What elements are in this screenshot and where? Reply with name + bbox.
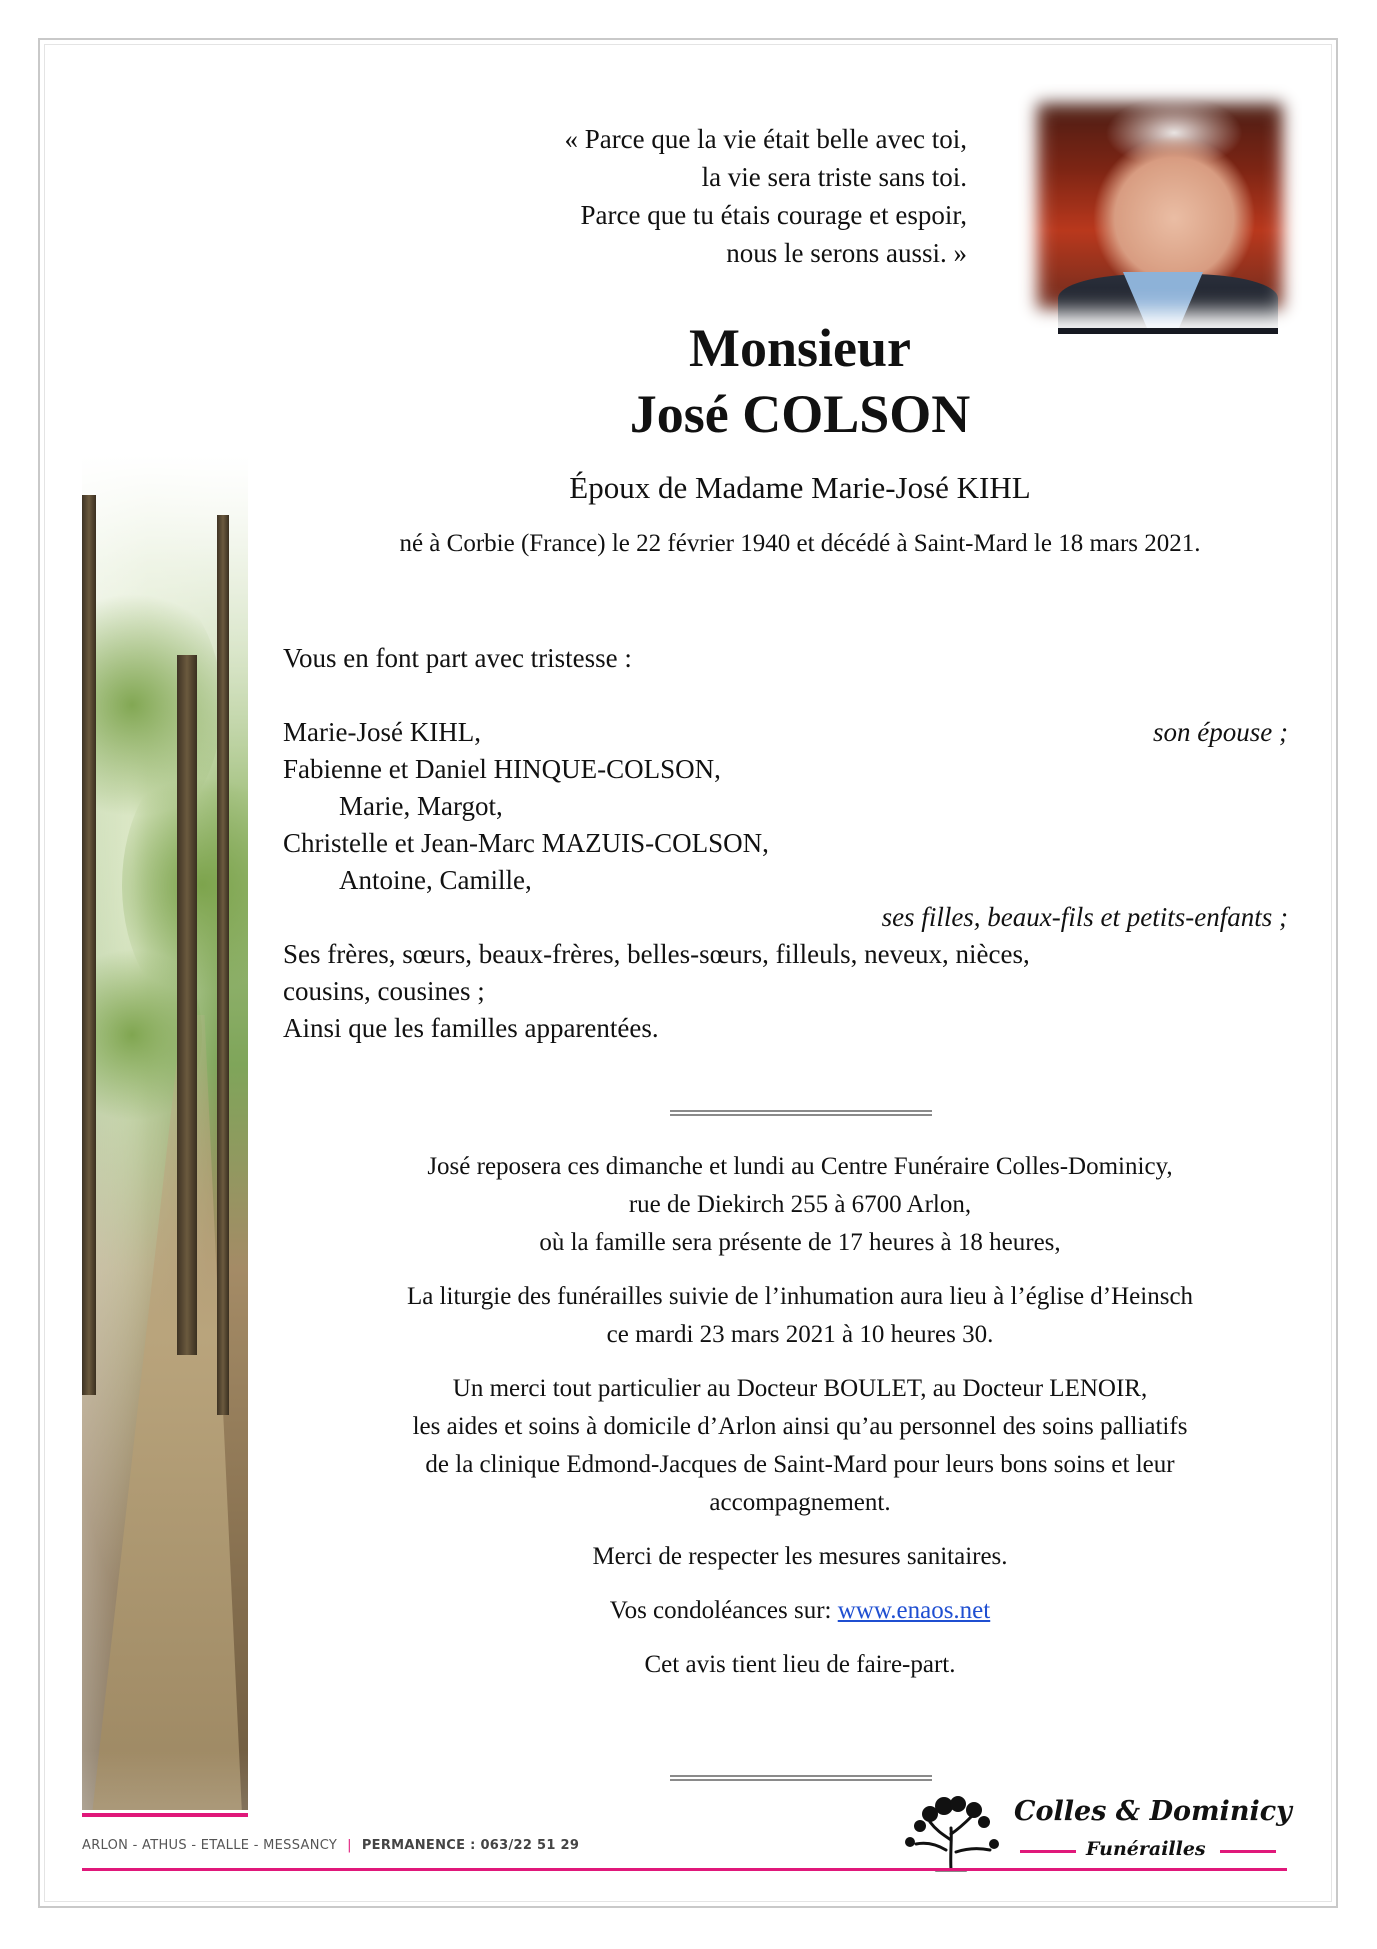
honorific: Monsieur [689, 318, 911, 378]
info-line: Un merci tout particulier au Docteur BOULET, au Docteur LENOIR, [452, 1375, 1148, 1402]
family-member: Marie, Margot, [339, 791, 503, 821]
info-line: où la famille sera présente de 17 heures à 18 heures, [539, 1229, 1061, 1256]
quote-line: Parce que tu étais courage et espoir, [580, 200, 967, 230]
family-row [283, 714, 1288, 751]
thanks-paragraph [250, 1370, 1350, 1522]
family-member: cousins, cousines ; [283, 976, 485, 1006]
family-announcement [283, 640, 1288, 1047]
logo-underline-right [1220, 1850, 1276, 1853]
divider-top [670, 1110, 932, 1116]
family-member: Christelle et Jean-Marc MAZUIS-COLSON, [283, 828, 769, 858]
deceased-name: José COLSON [629, 384, 971, 444]
family-row [283, 1010, 1288, 1047]
family-relation: son épouse ; [1153, 717, 1288, 747]
condolences-paragraph [250, 1592, 1350, 1630]
family-member: Ses frères, sœurs, beaux-frères, belles-sœurs, filleuls, neveux, nièces, [283, 939, 1030, 969]
footer-contact [82, 1838, 579, 1853]
liturgy-paragraph [250, 1278, 1350, 1354]
deceased-title [500, 315, 1100, 447]
info-line: accompagnement. [709, 1489, 891, 1516]
condolences-link[interactable]: www.enaos.net [837, 1597, 991, 1624]
family-row [283, 862, 1288, 899]
notice-paragraph: Cet avis tient lieu de faire-part. [644, 1651, 956, 1678]
family-member: Fabienne et Daniel HINQUE-COLSON, [283, 754, 721, 784]
logo-underline-left [1020, 1850, 1076, 1853]
family-list [283, 714, 1288, 1047]
image-accent-bar [82, 1813, 248, 1817]
info-line: ce mardi 23 mars 2021 à 10 heures 30. [606, 1321, 994, 1348]
spouse-line: Époux de Madame Marie-José KIHL [569, 470, 1031, 505]
info-line: de la clinique Edmond-Jacques de Saint-Mard pour leurs bons soins et leur [425, 1451, 1175, 1478]
portrait-photo [1018, 84, 1302, 328]
condolences-prefix: Vos condoléances sur: [609, 1597, 838, 1624]
family-row [283, 825, 1288, 862]
epitaph-quote [360, 120, 967, 272]
footer-permanence: PERMANENCE : 063/22 51 29 [361, 1838, 580, 1853]
family-row [283, 788, 1288, 825]
quote-line: nous le serons aussi. » [726, 238, 967, 268]
sanitary-paragraph: Merci de respecter les mesures sanitaires. [592, 1543, 1008, 1570]
family-row [283, 899, 1288, 936]
divider-bottom [670, 1775, 932, 1781]
birth-death-line: né à Corbie (France) le 22 février 1940 et décédé à Saint-Mard le 18 mars 2021. [399, 530, 1201, 557]
family-row [283, 973, 1288, 1010]
funeral-home-logo [890, 1790, 1300, 1880]
info-line: rue de Diekirch 255 à 6700 Arlon, [628, 1191, 972, 1218]
rest-paragraph [250, 1148, 1350, 1262]
family-member: Antoine, Camille, [339, 865, 532, 895]
family-member: Marie-José KIHL, [283, 717, 481, 747]
footer-accent-line [82, 1868, 1287, 1871]
logo-subtitle: Funérailles [1086, 1838, 1206, 1860]
footer-separator: | [347, 1838, 352, 1853]
tree-logo-icon [896, 1792, 1006, 1872]
family-intro: Vous en font part avec tristesse : [283, 643, 632, 673]
forest-path-image [82, 455, 248, 1810]
info-line: les aides et soins à domicile d’Arlon ainsi qu’au personnel des soins palliatifs [412, 1413, 1188, 1440]
info-line: José reposera ces dimanche et lundi au Centre Funéraire Colles-Dominicy, [427, 1153, 1173, 1180]
quote-line: la vie sera triste sans toi. [701, 162, 967, 192]
funeral-info [250, 1148, 1350, 1700]
logo-name: Colles & Dominicy [1014, 1796, 1292, 1827]
family-relation: ses filles, beaux-fils et petits-enfants ; [881, 902, 1288, 932]
info-line: La liturgie des funérailles suivie de l’inhumation aura lieu à l’église d’Heinsch [406, 1283, 1194, 1310]
family-member: Ainsi que les familles apparentées. [283, 1013, 659, 1043]
footer-locations: ARLON - ATHUS - ETALLE - MESSANCY [82, 1838, 338, 1853]
quote-line: « Parce que la vie était belle avec toi, [564, 124, 967, 154]
family-row [283, 751, 1288, 788]
family-row [283, 936, 1288, 973]
